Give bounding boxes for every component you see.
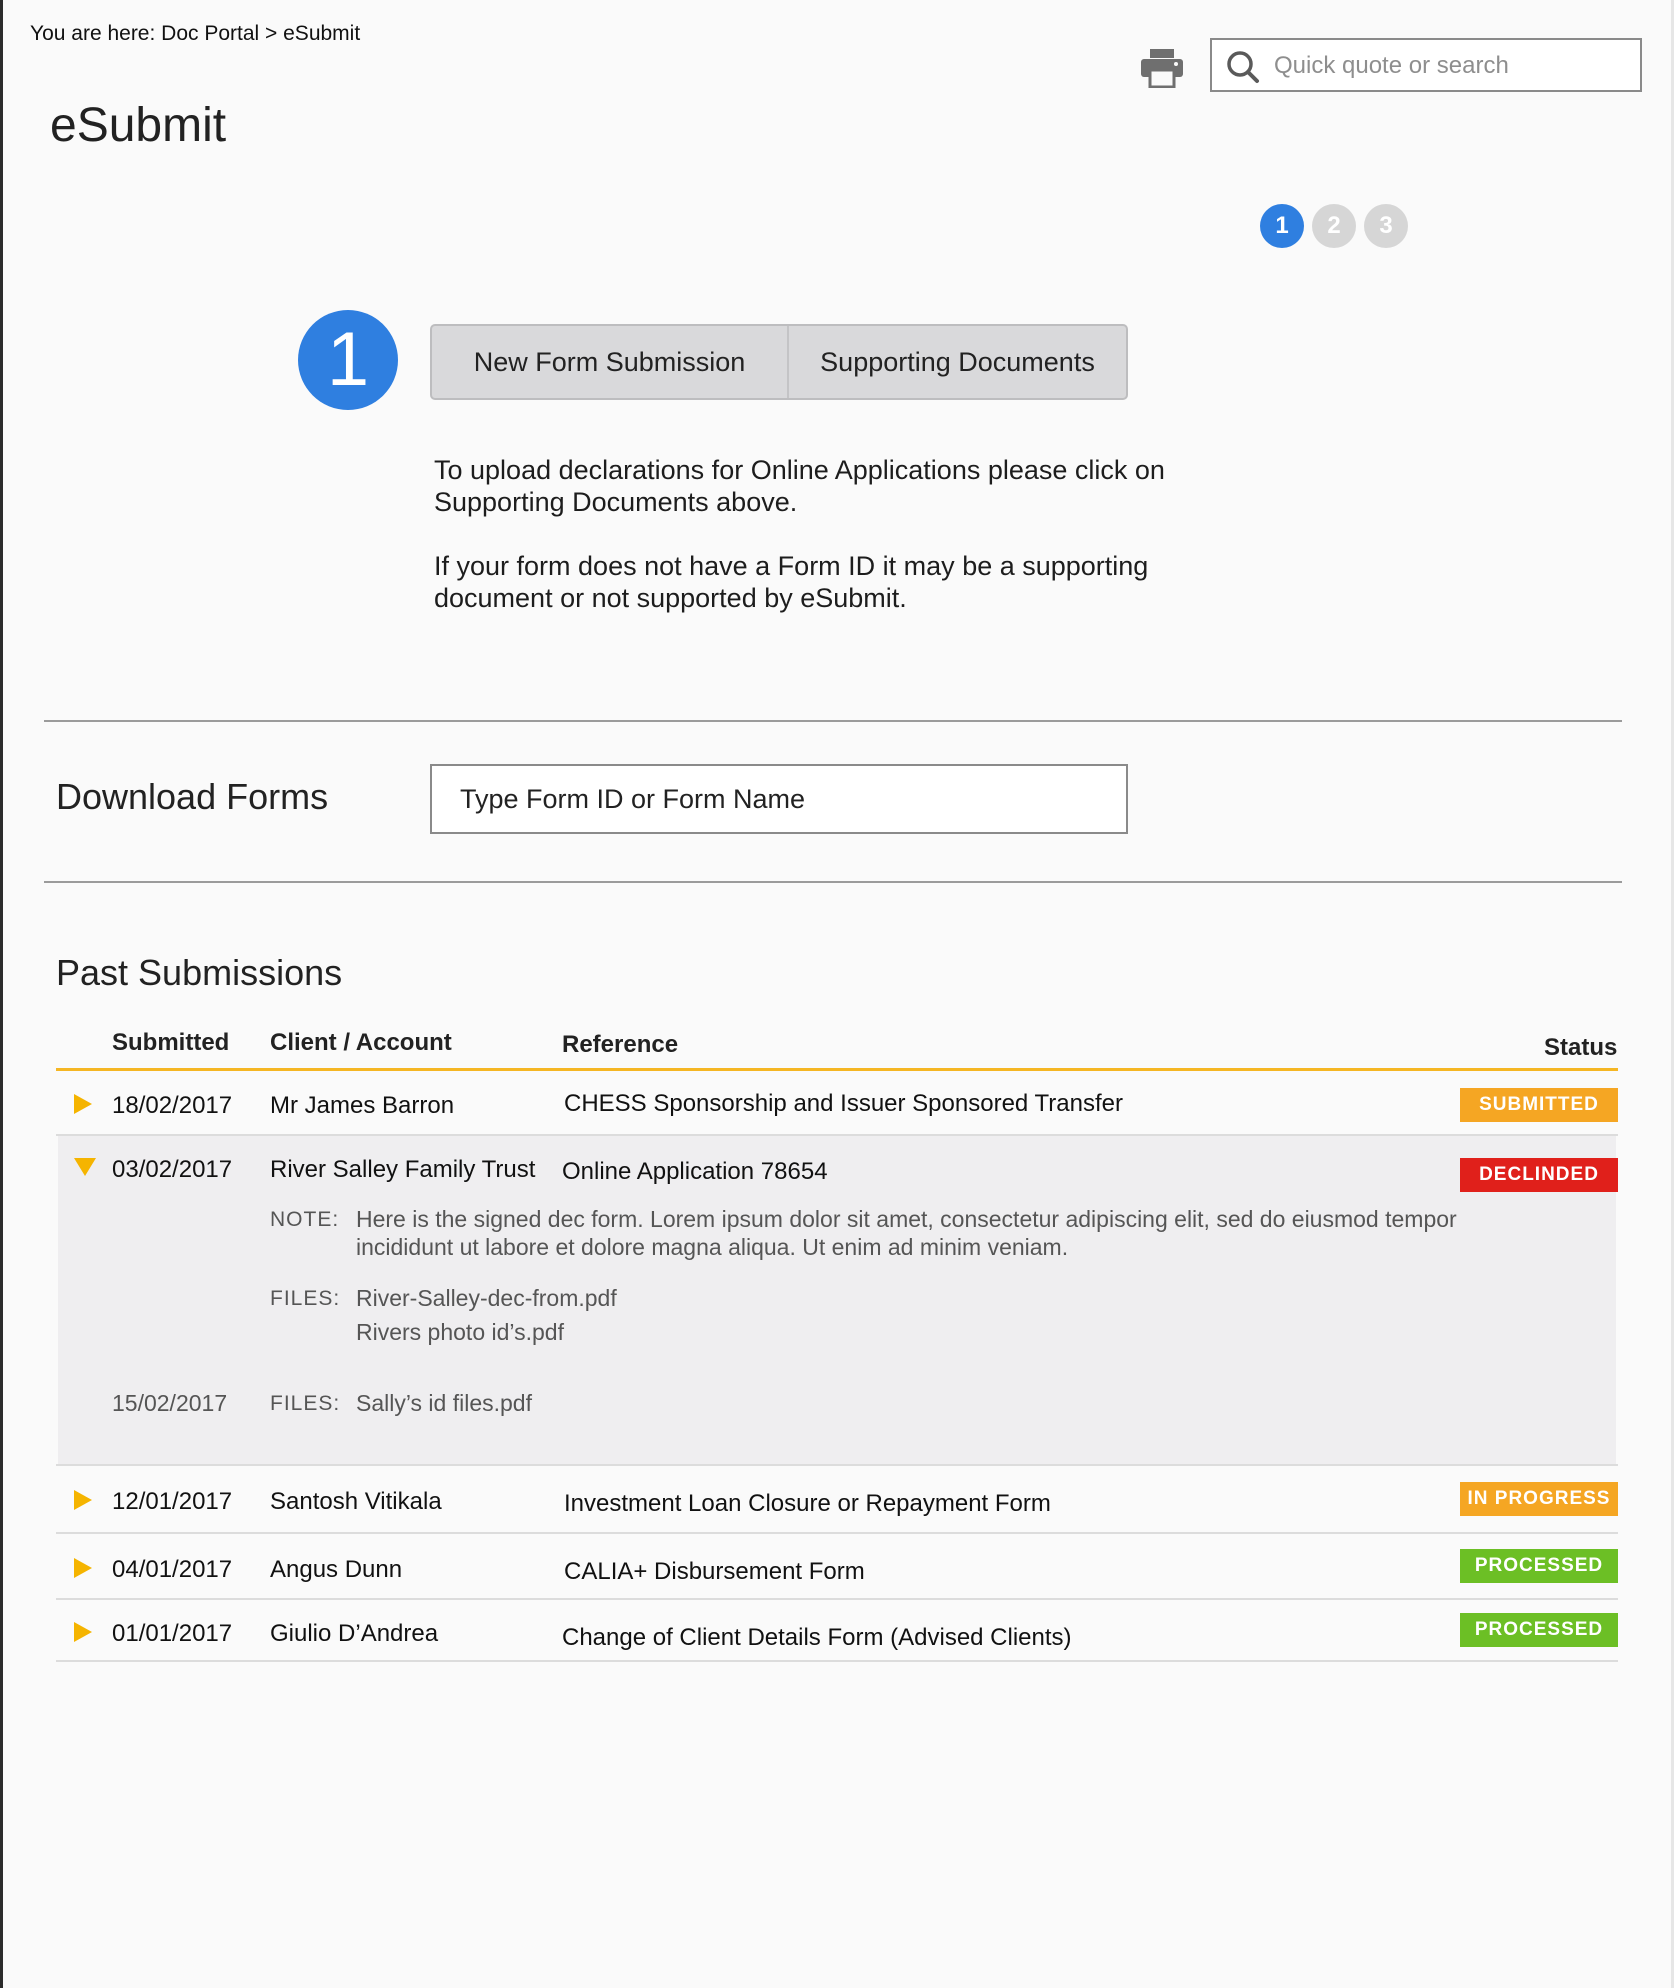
column-header-status[interactable]: Status [1544,1034,1618,1061]
form-type-toggle [430,324,1128,400]
row-client: Angus Dunn [270,1556,403,1583]
form-search-input[interactable] [432,766,1126,832]
step-indicator-3[interactable]: 3 [1364,204,1408,248]
row-date: 12/01/2017 [112,1488,233,1515]
note-label: NOTE: [270,1208,340,1231]
files-label: FILES: [270,1287,341,1310]
step-indicator-1[interactable]: 1 [1260,204,1304,248]
info-line-2: Supporting Documents above. [434,487,798,517]
column-header-reference[interactable]: Reference [562,1031,679,1058]
row-reference[interactable]: Change of Client Details Form (Advised Clients) [562,1624,1072,1651]
status-badge: DECLINDED [1460,1158,1618,1192]
expand-arrow-icon[interactable] [74,1094,92,1114]
row-reference[interactable]: CHESS Sponsorship and Issuer Sponsored Transfer [564,1090,1123,1117]
supporting-documents-button[interactable]: Supporting Documents [820,347,1095,377]
file-link[interactable]: Rivers photo id’s.pdf [356,1319,564,1345]
current-step-badge: 1 [298,310,398,410]
column-header-submitted[interactable]: Submitted [112,1029,230,1056]
row-date: 04/01/2017 [112,1556,233,1583]
page-title: eSubmit [50,99,227,152]
table-row[interactable] [56,1534,1618,1598]
table-header-rule [56,1068,1618,1071]
expand-arrow-icon[interactable] [74,1622,92,1642]
table-row[interactable] [56,1600,1618,1662]
status-badge: SUBMITTED [1460,1088,1618,1122]
search-icon [1226,50,1260,84]
row-date: 03/02/2017 [112,1156,233,1183]
window-border-left [0,0,3,1988]
row-reference[interactable]: CALIA+ Disbursement Form [564,1558,865,1585]
info-line-1: To upload declarations for Online Applications please click on [434,455,1165,485]
table-row-expanded[interactable] [56,1136,1618,1464]
breadcrumb: You are here: Doc Portal > eSubmit [30,22,361,45]
row-client: River Salley Family Trust [270,1156,536,1183]
status-badge: IN PROGRESS [1460,1482,1618,1516]
note-text-line-1: Here is the signed dec form. Lorem ipsum dolor sit amet, consectetur adipiscing elit, sed do eiusmod tempor [356,1206,1457,1232]
expand-arrow-icon[interactable] [74,1490,92,1510]
expand-arrow-icon[interactable] [74,1558,92,1578]
status-badge: PROCESSED [1460,1613,1618,1647]
table-row[interactable] [56,1466,1618,1532]
search-input[interactable] [1272,40,1636,92]
row-divider [56,1660,1618,1662]
status-badge: PROCESSED [1460,1549,1618,1583]
info-line-4: document or not supported by eSubmit. [434,583,907,613]
past-submissions-title: Past Submissions [56,952,343,993]
row-client: Santosh Vitikala [270,1488,442,1515]
info-line-3: If your form does not have a Form ID it may be a supporting [434,551,1149,581]
file-link[interactable]: River-Salley-dec-from.pdf [356,1285,617,1311]
divider [44,720,1622,722]
row-date: 01/01/2017 [112,1620,233,1647]
row-client: Mr James Barron [270,1092,455,1119]
column-header-client[interactable]: Client / Account [270,1029,452,1056]
followup-date: 15/02/2017 [112,1390,228,1416]
collapse-arrow-icon[interactable] [74,1158,96,1176]
files-label: FILES: [270,1392,341,1415]
table-row[interactable] [56,1072,1618,1136]
form-search-field [430,764,1128,834]
step-indicator-2[interactable]: 2 [1312,204,1356,248]
row-date: 18/02/2017 [112,1092,233,1119]
divider [44,881,1622,883]
note-text-line-2: incididunt ut labore et dolore magna aliqua. Ut enim ad minim veniam. [356,1234,1069,1260]
file-link[interactable]: Sally’s id files.pdf [356,1390,532,1416]
row-client: Giulio D’Andrea [270,1620,439,1647]
new-form-submission-button[interactable]: New Form Submission [473,347,746,377]
download-forms-title: Download Forms [56,776,329,817]
print-icon[interactable] [1140,48,1184,88]
search-box [1210,38,1642,92]
row-reference[interactable]: Online Application 78654 [562,1158,828,1185]
row-reference[interactable]: Investment Loan Closure or Repayment Form [564,1490,1051,1517]
